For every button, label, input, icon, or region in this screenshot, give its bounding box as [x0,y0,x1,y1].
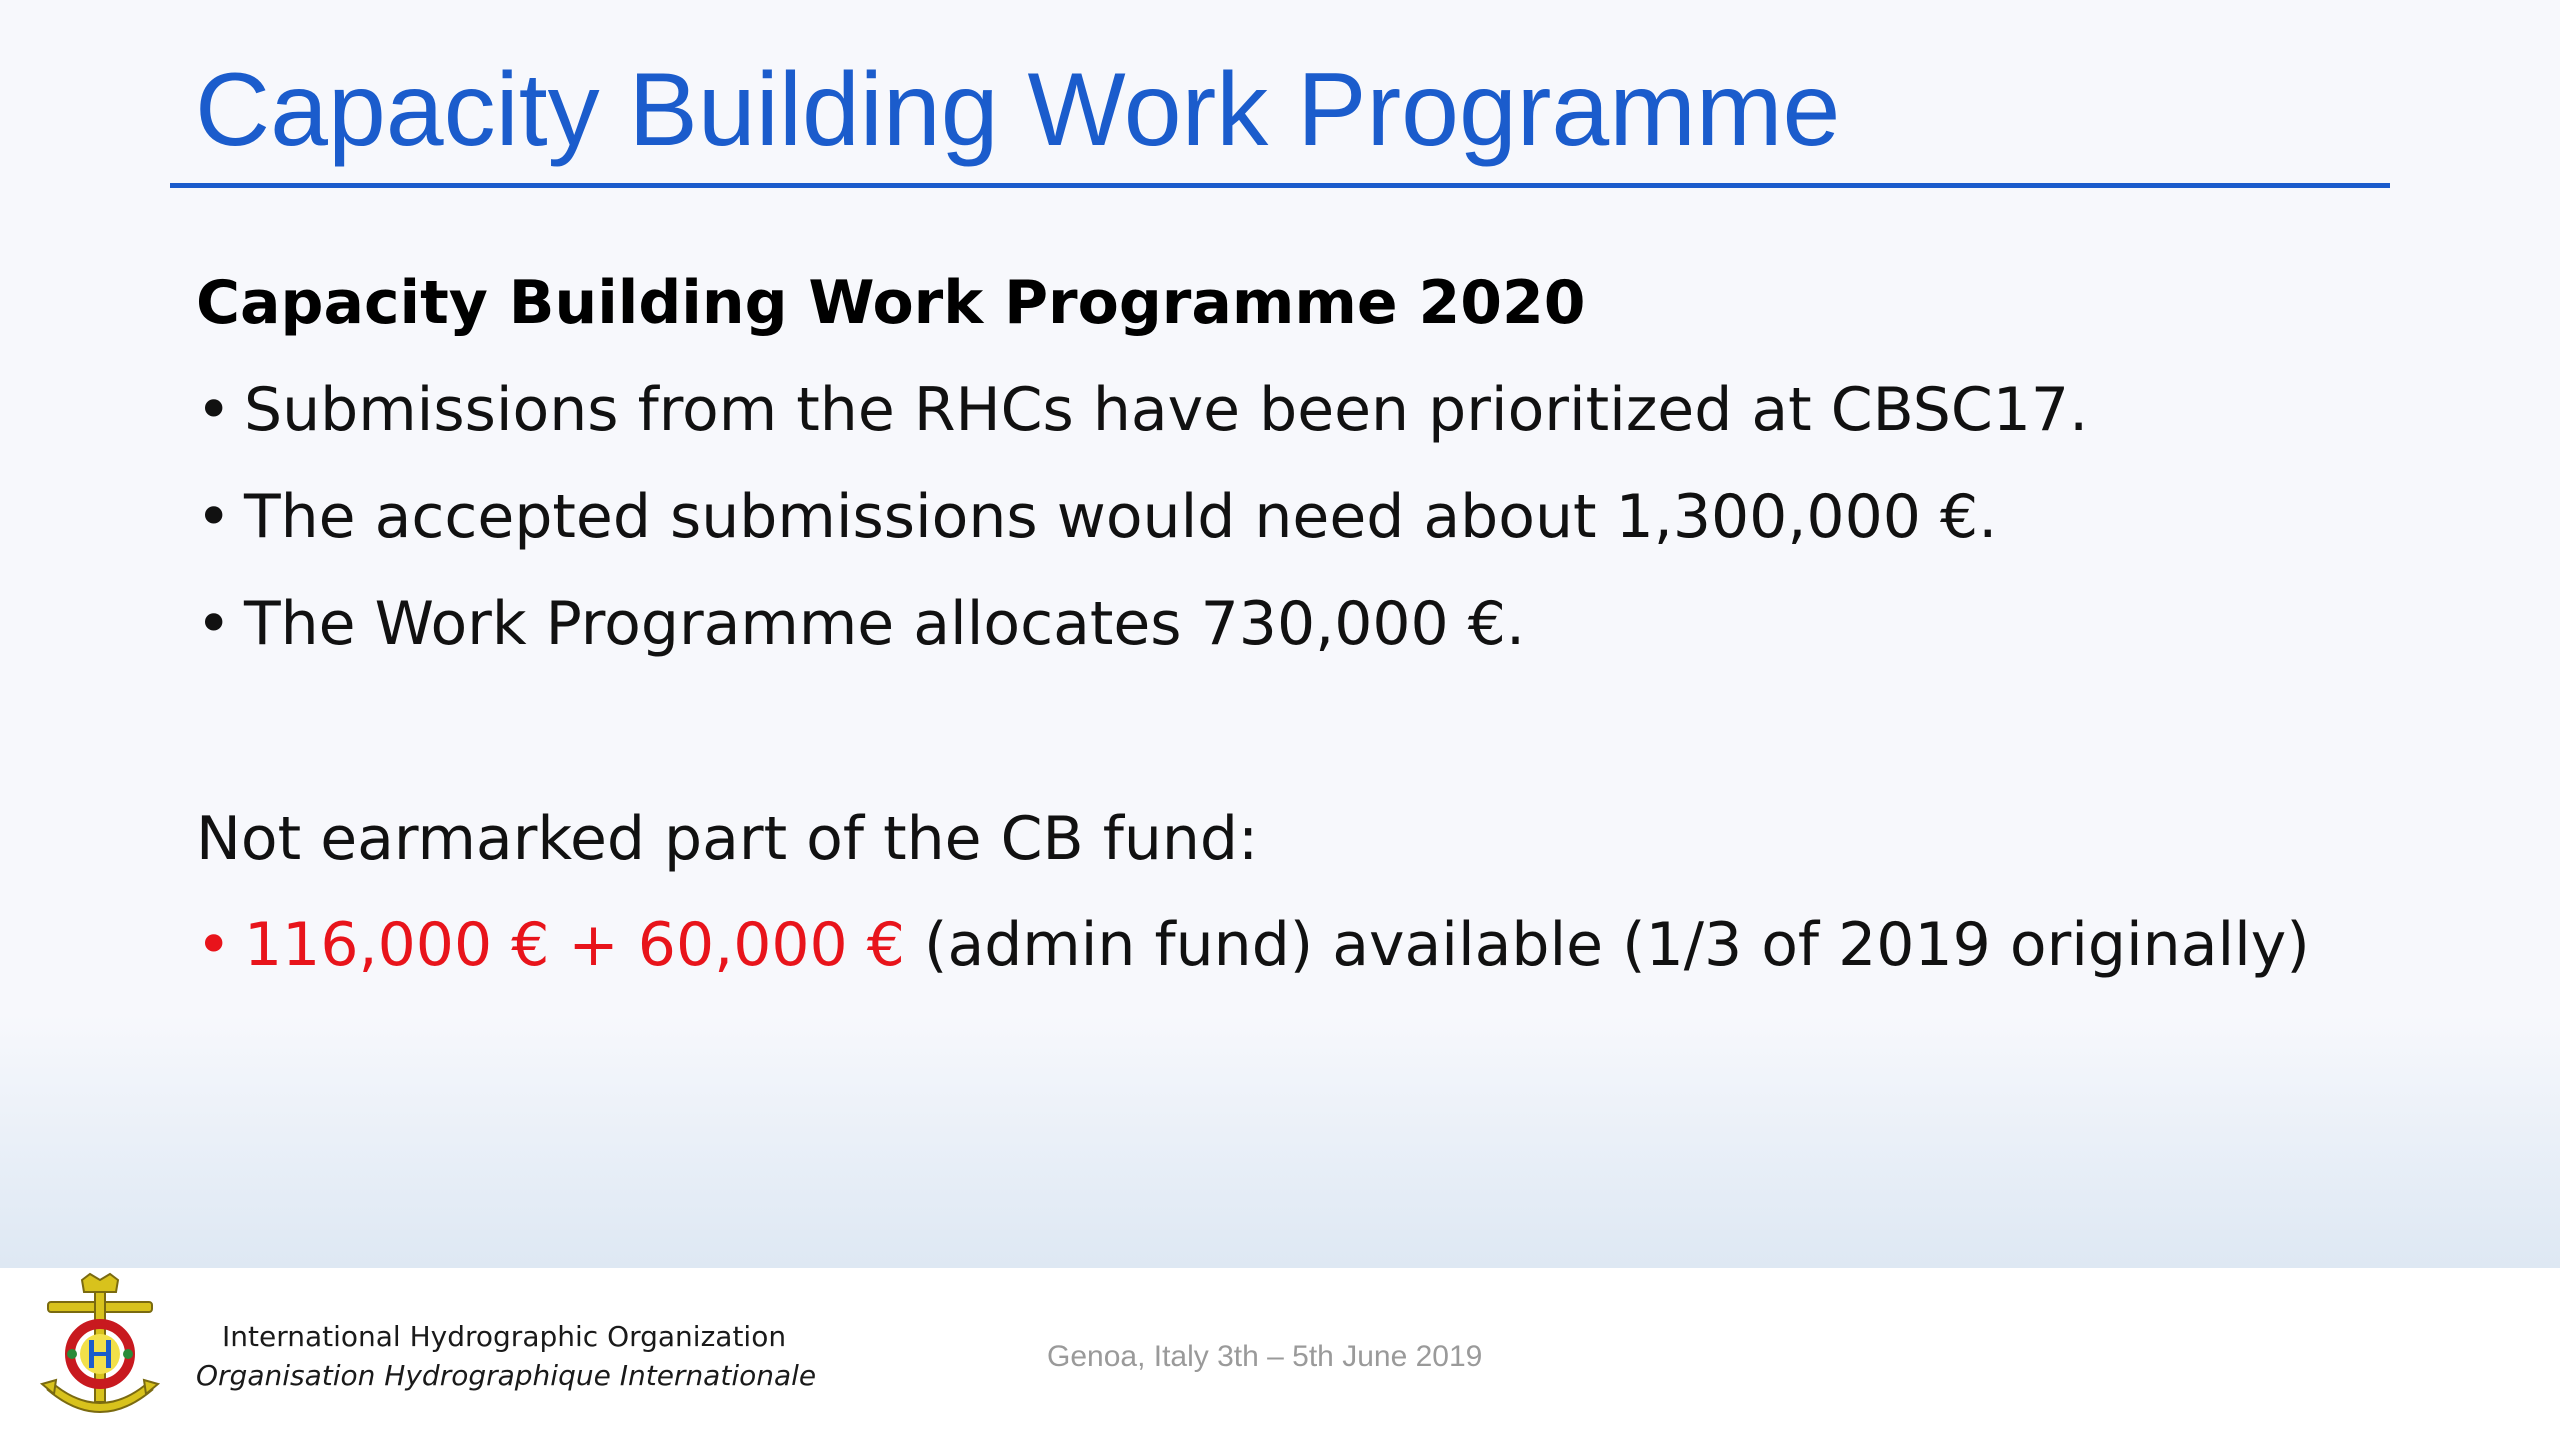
highlight-rest: (admin fund) available (1/3 of 2019 originally) [904,910,2310,980]
highlight-bullet [196,900,2310,990]
bullet-text: Submissions from the RHCs have been prioritized at CBSC17. [244,375,2089,445]
bullet-dot: • [196,910,232,980]
fund-paragraph: Not earmarked part of the CB fund: [196,804,1259,874]
iho-anchor-emblem-icon [34,1272,166,1432]
event-info: Genoa, Italy 3th – 5th June 2019 [1047,1340,1483,1373]
highlight-amount: 116,000 € + 60,000 € [244,910,905,980]
bullet-item [196,472,2088,579]
bullet-item [196,365,2088,472]
bullet-list [196,365,2088,686]
org-name-french: Organisation Hydrographique Internationale [196,1359,817,1392]
bullet-text: The accepted submissions would need about 1,300,000 €. [244,482,1998,552]
bullet-dot: • [196,482,232,552]
org-name-english: International Hydrographic Organization [222,1320,787,1353]
bullet-dot: • [196,375,232,445]
bullet-text: The Work Programme allocates 730,000 €. [244,589,1526,659]
bullet-item [196,579,2088,686]
slide-title: Capacity Building Work Programme [195,52,1841,168]
title-divider [170,183,2390,188]
section-heading: Capacity Building Work Programme 2020 [196,268,1586,338]
bullet-dot: • [196,589,232,659]
